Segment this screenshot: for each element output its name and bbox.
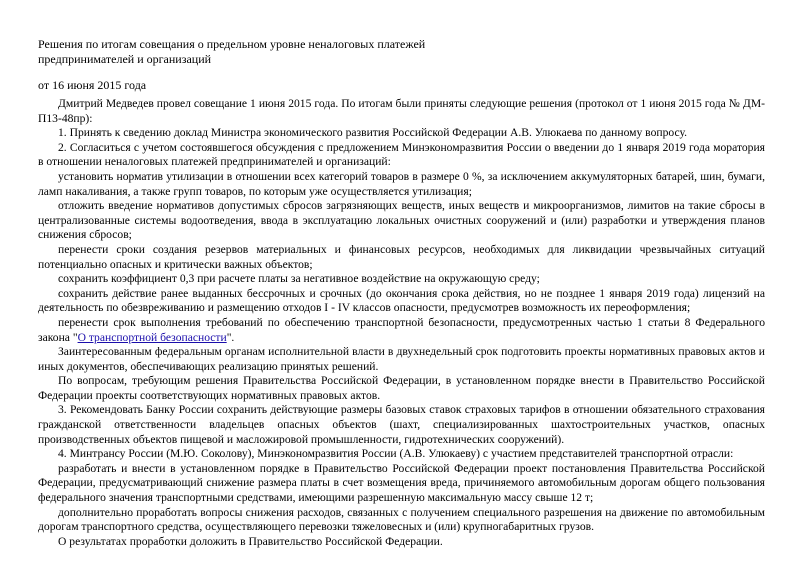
decision-item-2-sub-5: сохранить действие ранее выданных бессрочных и срочных (до окончания срока действия, но не позднее 1 января 2019 года) лицензий на деятельность по обезвреживанию и размещению отходов I - IV классов опасности, предусмотрев возможность их переоформления; xyxy=(38,286,765,315)
decision-item-2-sub-6 xyxy=(38,316,765,345)
decision-item-2-sub-2: отложить введение нормативов допустимых сбросов загрязняющих веществ, иных веществ и микроорганизмов, лимитов на такие сбросы в централизованные системы водоотведения, ввода в эксплуатацию локальных очистных сооружений и (или) разработки и утверждения планов снижения сбросов; xyxy=(38,199,765,242)
decision-item-3: 3. Рекомендовать Банку России сохранить действующие размеры базовых ставок страховых тарифов в отношении обязательного страхования гражданской ответственности владельцев опасных объектов (шахт, специализированных шахтостроительных участков, опасных производственных объектов пищевой и масложировой промышленности, гидротехнических сооружений). xyxy=(38,403,765,446)
decision-item-4-sub-2: дополнительно проработать вопросы снижения расходов, связанных с получением специального разрешения на движение по автомобильным дорогам транспортного средства, осуществляющего перевозки тяжеловесных и (или) крупногабаритных грузов. xyxy=(38,505,765,534)
agencies-paragraph: Заинтересованным федеральным органам исполнительной власти в двухнедельный срок подготовить проекты нормативных правовых актов и иных документов, обеспечивающих реализацию принятых решений. xyxy=(38,345,765,373)
government-paragraph: По вопросам, требующим решения Правительства Российской Федерации, в установленном порядке внести в Правительство Российской Федерации проекты соответствующих нормативных правовых актов. xyxy=(38,374,765,402)
document-date: от 16 июня 2015 года xyxy=(38,78,147,92)
sub-6-prefix: перенести срок выполнения требований по обеспечению транспортной безопасности, предусмотренных частью 1 статьи 8 Федерального закона " xyxy=(38,315,765,344)
decision-item-4: 4. Минтрансу России (М.Ю. Соколову), Минэкономразвития России (А.В. Улюкаеву) с участием представителей транспортной отрасли: xyxy=(58,447,734,461)
decision-item-4-sub-1: разработать и внести в установленном порядке в Правительство Российской Федерации проект постановления Правительства Российской Федерации, предусматривающий снижение размера платы в счет возмещения вреда, причиняемого автомобильным дорогам общего пользования федерального значения транспортными средствами, имеющими разрешенную максимальную массу свыше 12 т; xyxy=(38,461,765,505)
decision-item-2-sub-4: сохранить коэффициент 0,3 при расчете платы за негативное воздействие на окружающую среду; xyxy=(58,272,540,286)
document-title: Решения по итогам совещания о предельном уровне неналоговых платежей предпринимателей и организаций xyxy=(38,37,426,66)
sub-6-suffix: ". xyxy=(226,330,235,344)
closing-paragraph: О результатах проработки доложить в Правительство Российской Федерации. xyxy=(58,534,443,548)
decision-item-1: 1. Принять к сведению доклад Министра экономического развития Российской Федерации А.В. Улюкаева по данному вопросу. xyxy=(58,126,687,140)
decision-item-2-sub-3: перенести сроки создания резервов материальных и финансовых ресурсов, необходимых для ликвидации чрезвычайных ситуаций потенциально опасных и критически важных объектов; xyxy=(38,242,765,271)
document-body xyxy=(38,97,765,549)
intro-paragraph: Дмитрий Медведев провел совещание 1 июня 2015 года. По итогам были приняты следующие решения (протокол от 1 июня 2015 года № ДМ-П13-48пр): xyxy=(38,97,765,125)
transport-security-law-link[interactable]: О транспортной безопасности xyxy=(77,330,227,344)
decision-item-2: 2. Согласиться с учетом состоявшегося обсуждения с предложением Минэкономразвития России о введении до 1 января 2019 года моратория в отношении неналоговых платежей предпринимателей и организаций: xyxy=(38,140,765,169)
decision-item-2-sub-1: установить норматив утилизации в отношении всех категорий товаров в размере 0 %, за исключением аккумуляторных батарей, шин, бумаги, ламп накаливания, а также групп товаров, по которым уже осуществляется утилизация; xyxy=(38,169,765,198)
